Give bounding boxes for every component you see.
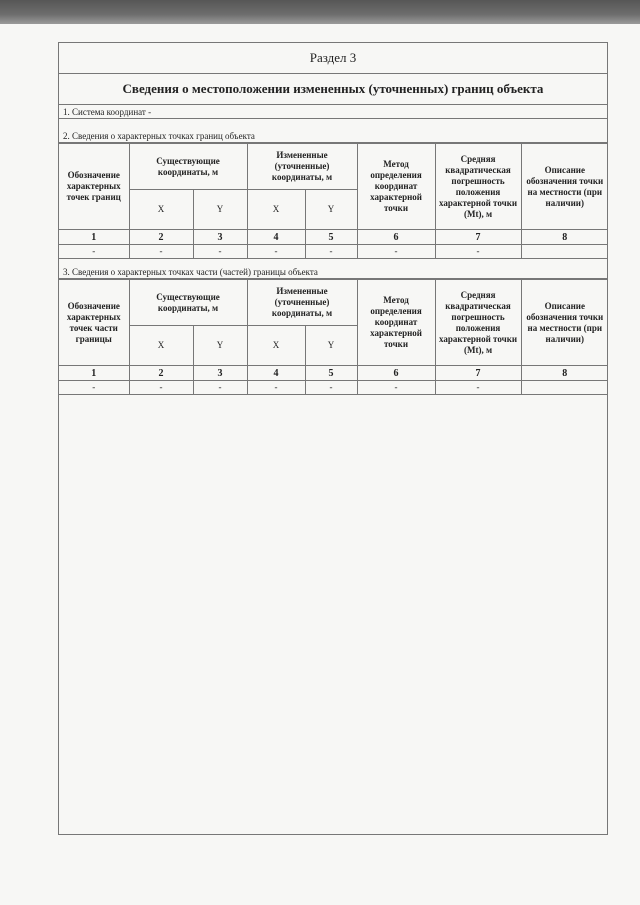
- col-y-changed: Y: [305, 326, 357, 366]
- table-cell: -: [247, 245, 305, 259]
- table-row-numbers: [59, 230, 608, 245]
- table-cell: 2: [129, 366, 193, 381]
- table-cell: -: [129, 245, 193, 259]
- table-cell: -: [247, 381, 305, 395]
- table-cell: [521, 381, 608, 395]
- table-cell: [521, 245, 608, 259]
- page-heading: Сведения о местоположении измененных (уточненных) границ объекта: [59, 73, 607, 105]
- document-frame: [58, 42, 608, 835]
- table-row-numbers: [59, 366, 608, 381]
- table-cell: 2: [129, 230, 193, 245]
- col-method: Метод определения координат характерной точки: [357, 280, 435, 366]
- section-title: Раздел 3: [59, 43, 607, 74]
- table-cell: 7: [435, 366, 521, 381]
- col-y-changed: Y: [305, 190, 357, 230]
- part-points-table: [59, 279, 608, 395]
- table-cell: -: [193, 381, 247, 395]
- table-cell: 4: [247, 366, 305, 381]
- table-row: [59, 381, 608, 395]
- block2-label: 2. Сведения о характерных точках границ объекта: [59, 129, 607, 143]
- table-cell: -: [59, 381, 129, 395]
- col-description: Описание обозначения точки на местности (при наличии): [521, 144, 608, 230]
- scan-top-band: [0, 0, 640, 24]
- table-cell: -: [435, 381, 521, 395]
- col-error: Средняя квадратическая погрешность положения характерной точки (Mt), м: [435, 144, 521, 230]
- col-changed-coords: Измененные (уточненные) координаты, м: [247, 144, 357, 190]
- col-method: Метод определения координат характерной точки: [357, 144, 435, 230]
- col-x-existing: X: [129, 190, 193, 230]
- table-cell: 3: [193, 230, 247, 245]
- table-cell: 7: [435, 230, 521, 245]
- col-point-designation: Обозначение характерных точек границ: [59, 144, 129, 230]
- table-cell: 4: [247, 230, 305, 245]
- table-cell: 1: [59, 230, 129, 245]
- table-cell: 5: [305, 366, 357, 381]
- table-cell: -: [305, 381, 357, 395]
- table-cell: -: [305, 245, 357, 259]
- table-cell: -: [357, 381, 435, 395]
- table-cell: 6: [357, 366, 435, 381]
- table-cell: 5: [305, 230, 357, 245]
- col-y-existing: Y: [193, 326, 247, 366]
- col-existing-coords: Существующие координаты, м: [129, 280, 247, 326]
- coordinate-system-line: 1. Система координат -: [59, 105, 607, 119]
- points-table: [59, 143, 608, 259]
- table-cell: -: [435, 245, 521, 259]
- table-cell: 3: [193, 366, 247, 381]
- col-x-changed: X: [247, 190, 305, 230]
- table-cell: -: [129, 381, 193, 395]
- col-error: Средняя квадратическая погрешность положения характерной точки (Mt), м: [435, 280, 521, 366]
- table-cell: -: [357, 245, 435, 259]
- table-cell: 8: [521, 366, 608, 381]
- col-existing-coords: Существующие координаты, м: [129, 144, 247, 190]
- col-x-existing: X: [129, 326, 193, 366]
- col-y-existing: Y: [193, 190, 247, 230]
- block3-label: 3. Сведения о характерных точках части (частей) границы объекта: [59, 265, 607, 279]
- table-cell: 8: [521, 230, 608, 245]
- table-row: [59, 245, 608, 259]
- col-changed-coords: Измененные (уточненные) координаты, м: [247, 280, 357, 326]
- table-cell: -: [59, 245, 129, 259]
- col-x-changed: X: [247, 326, 305, 366]
- table-cell: 6: [357, 230, 435, 245]
- col-description: Описание обозначения точки на местности (при наличии): [521, 280, 608, 366]
- col-point-designation: Обозначение характерных точек части границы: [59, 280, 129, 366]
- table-cell: 1: [59, 366, 129, 381]
- table-cell: -: [193, 245, 247, 259]
